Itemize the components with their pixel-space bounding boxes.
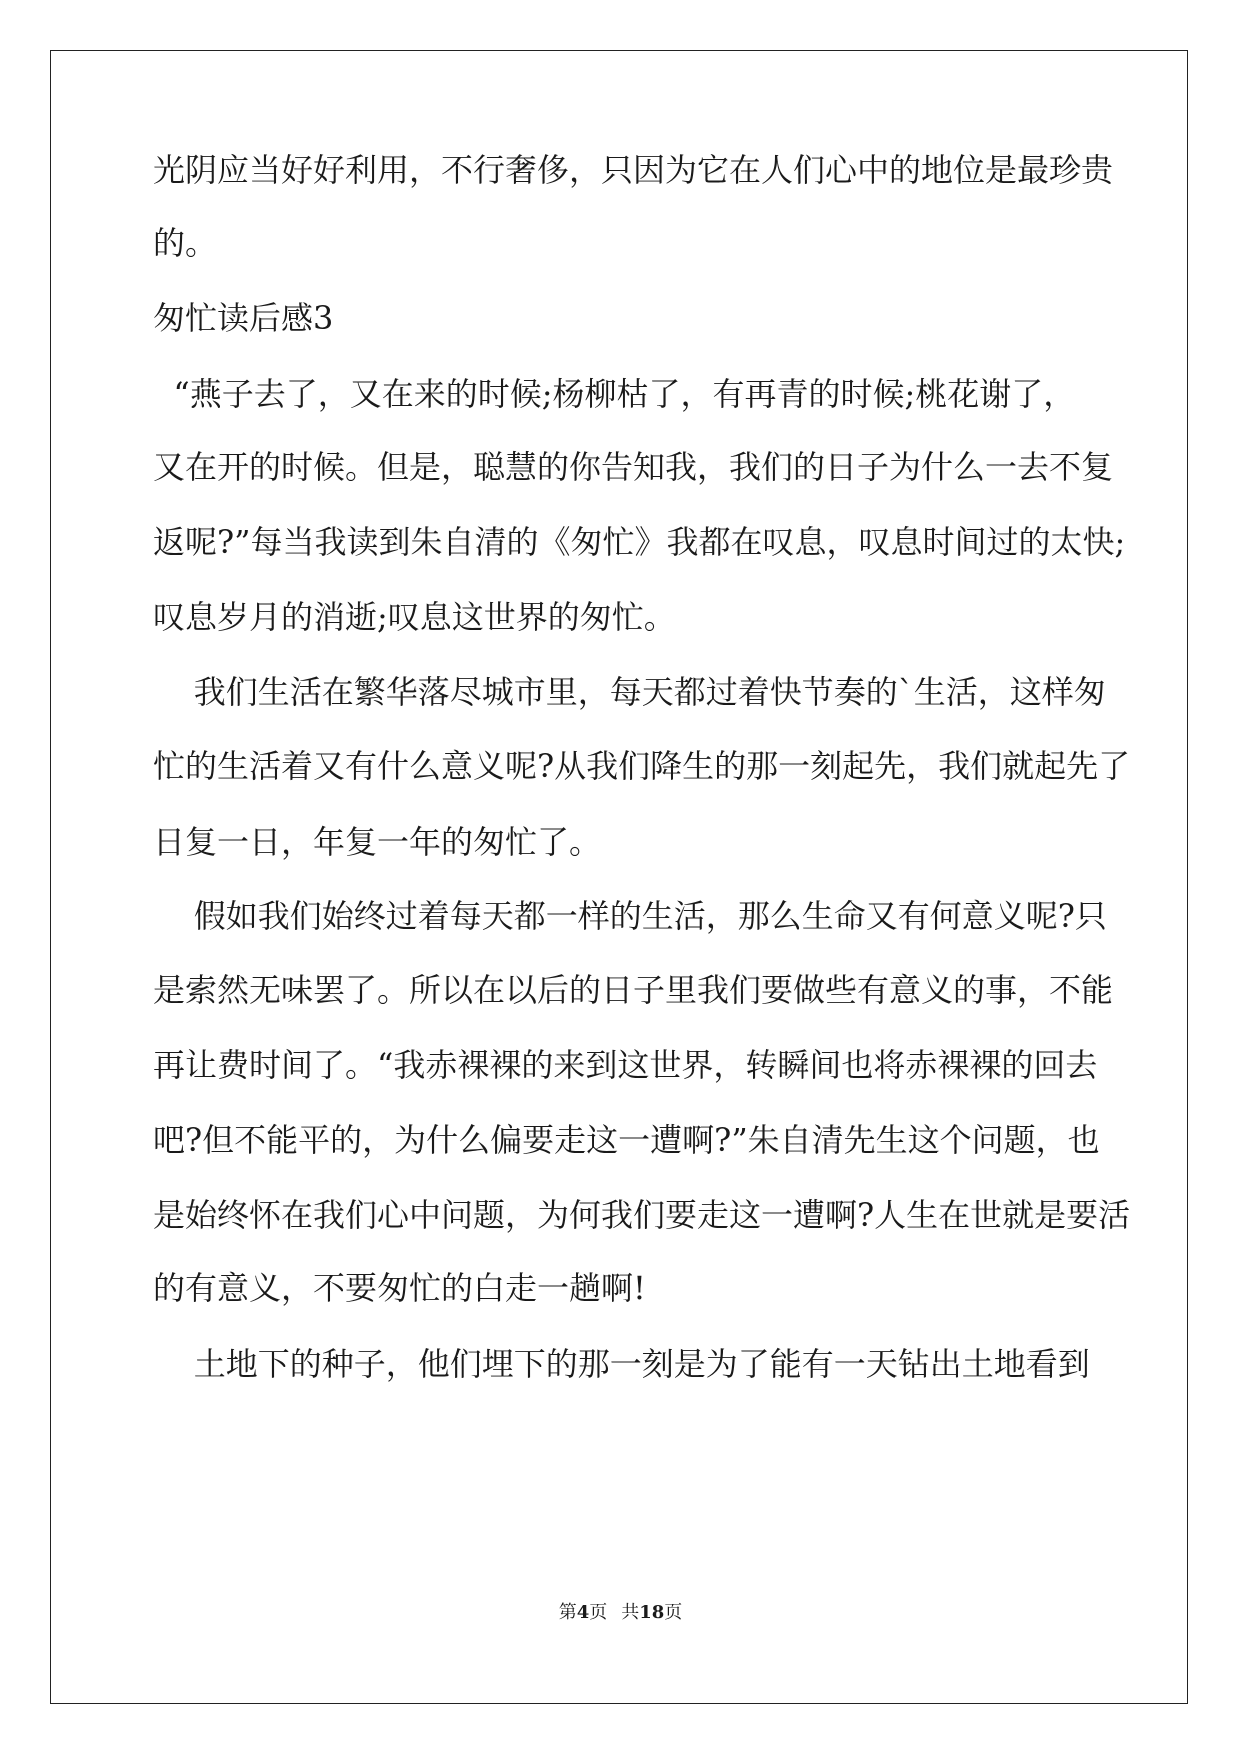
- text-line: 是始终怀在我们心中问题，为何我们要走这一遭啊?人生在世就是要活: [153, 1196, 1131, 1234]
- total-prefix: 共: [621, 1602, 640, 1623]
- current-page-number: 4: [576, 1602, 590, 1623]
- page-prefix: 第: [558, 1602, 577, 1623]
- page-footer: [0, 1598, 1241, 1624]
- total-page-number: 18: [639, 1602, 665, 1623]
- text-line: 土地下的种子，他们埋下的那一刻是为了能有一天钻出土地看到: [153, 1345, 1090, 1383]
- text-line: 叹息岁月的消逝;叹息这世界的匆忙。: [153, 598, 676, 636]
- text-line: 我们生活在繁华落尽城市里，每天都过着快节奏的`生活，这样匆: [153, 673, 1106, 711]
- text-line: 返呢?”每当我读到朱自清的《匆忙》我都在叹息，叹息时间过的太快;: [153, 523, 1126, 561]
- text-line: 又在开的时候。但是，聪慧的你告知我，我们的日子为什么一去不复: [153, 448, 1114, 486]
- text-line: 忙的生活着又有什么意义呢?从我们降生的那一刻起先，我们就起先了: [153, 747, 1131, 785]
- text-line: 是索然无味罢了。所以在以后的日子里我们要做些有意义的事，不能: [153, 971, 1114, 1009]
- text-line: 吧?但不能平的，为什么偏要走这一遭啊?”朱自清先生这个问题，也: [153, 1121, 1100, 1159]
- total-suffix: 页: [664, 1602, 683, 1623]
- text-line: 假如我们始终过着每天都一样的生活，那么生命又有何意义呢?只: [153, 897, 1107, 935]
- text-line: 再让费时间了。“我赤裸裸的来到这世界，转瞬间也将赤裸裸的回去: [153, 1046, 1098, 1084]
- page-mid: 页: [589, 1602, 608, 1623]
- section-heading: 匆忙读后感3: [153, 299, 334, 337]
- text-line: 光阴应当好好利用，不行奢侈，只因为它在人们心中的地位是最珍贵: [153, 151, 1114, 189]
- text-line: 日复一日，年复一年的匆忙了。: [153, 823, 602, 861]
- text-line: 的。: [153, 224, 218, 262]
- text-line: 的有意义，不要匆忙的白走一趟啊!: [153, 1269, 646, 1307]
- text-line: “燕子去了，又在来的时候;杨柳枯了，有再青的时候;桃花谢了，: [153, 375, 1076, 413]
